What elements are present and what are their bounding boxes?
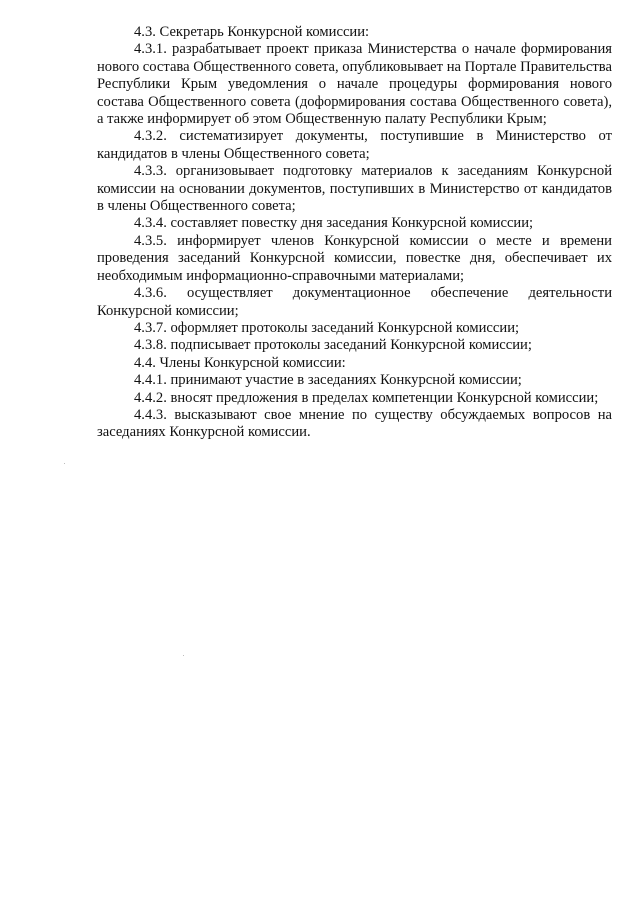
- document-page: [97, 24, 612, 442]
- paragraph-4-4-1: 4.4.1. принимают участие в заседаниях Конкурсной комиссии;: [134, 372, 522, 389]
- paragraph-4-3-8: 4.3.8. подписывает протоколы заседаний Конкурсной комиссии;: [134, 337, 532, 354]
- paragraph-4-3-6: 4.3.6. осуществляет документационное обеспечение деятельности Конкурсной комиссии;: [97, 285, 612, 319]
- section-heading-members: 4.4. Члены Конкурсной комиссии:: [134, 354, 346, 371]
- paragraph-4-3-4: 4.3.4. составляет повестку дня заседания Конкурсной комиссии;: [134, 215, 534, 232]
- section-heading-secretary: 4.3. Секретарь Конкурсной комиссии:: [134, 24, 370, 40]
- scan-speck: [183, 655, 184, 656]
- paragraph-4-3-5: 4.3.5. информирует членов Конкурсной комиссии о месте и времени проведения заседаний Конкурсной комиссии, повестке дня, обеспечивает их необходимым информационно-справочными материалами;: [97, 232, 612, 284]
- paragraph-4-3-3: 4.3.3. организовывает подготовку материалов к заседаниям Конкурсной комиссии на основании документов, поступивших в Министерство от кандидатов в члены Общественного совета;: [97, 163, 612, 215]
- scan-speck: [64, 463, 65, 464]
- paragraph-4-3-2: 4.3.2. систематизирует документы, поступившие в Министерство от кандидатов в члены Общественного совета;: [97, 128, 612, 162]
- paragraph-4-3-1: 4.3.1. разрабатывает проект приказа Министерства о начале формирования нового состава Общественного совета, опубликовывает на Портале Правительства Республики Крым уведомления о начале процедуры формирования нового состава Общественного совета (доформирования состава Общественного совета), а также информирует об этом Общественную палату Республики Крым;: [97, 41, 612, 128]
- paragraph-4-3-7: 4.3.7. оформляет протоколы заседаний Конкурсной комиссии;: [134, 319, 520, 336]
- paragraph-4-4-3: 4.4.3. высказывают свое мнение по существу обсуждаемых вопросов на заседаниях Конкурсной комиссии.: [97, 406, 612, 441]
- paragraph-4-4-2: 4.4.2. вносят предложения в пределах компетенции Конкурсной комиссии;: [134, 389, 599, 406]
